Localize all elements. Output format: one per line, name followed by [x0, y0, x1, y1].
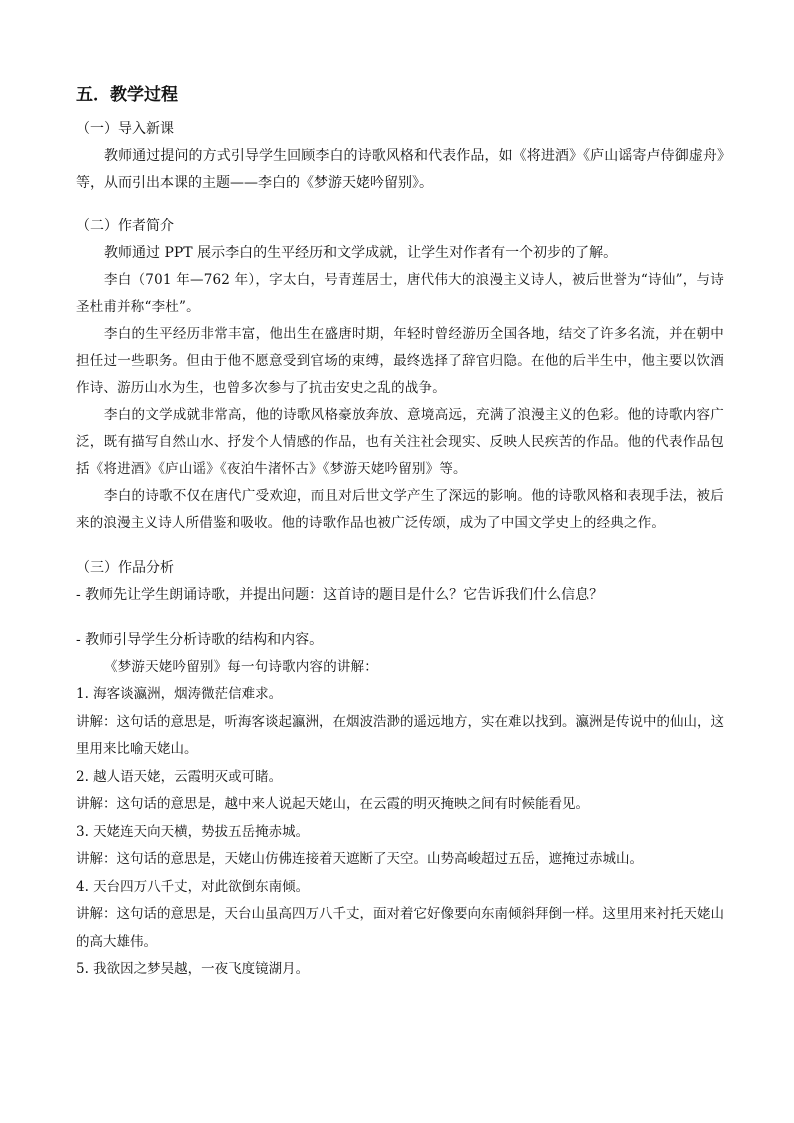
subsection-title-author: （二）作者简介: [76, 218, 174, 234]
section-heading: 五．教学过程: [76, 85, 178, 105]
poem-line: 2. 越人语天姥，云霞明灭或可睹。: [76, 768, 283, 785]
explanation-intro: 《梦游天姥吟留别》每一句诗歌内容的讲解：: [104, 659, 378, 675]
subsection-title-intro: （一）导入新课: [76, 121, 174, 137]
paragraph: 教师通过 PPT 展示李白的生平经历和文学成就，让学生对作者有一个初步的了解。: [104, 245, 618, 261]
paragraph: 李白（701 年—762 年），字太白，号青莲居士，唐代伟大的浪漫主义诗人，被后世誉为“诗仙”，与诗圣杜甫并称“李杜”。: [76, 272, 724, 315]
explanation-line: 讲解：这句话的意思是，天台山虽高四万八千丈，面对着它好像要向东南倾斜拜倒一样。这里用来衬托天姥山的高大雄伟。: [76, 906, 724, 950]
poem-line: 4. 天台四万八千丈，对此欲倒东南倾。: [76, 878, 310, 895]
paragraph: 李白的生平经历非常丰富，他出生在盛唐时期，年轻时曾经游历全国各地，结交了许多名流，并在朝中担任过一些职务。但由于他不愿意受到官场的束缚，最终选择了辞官归隐。在他的后半生中，他主要以饮酒作诗、游历山水为生，也曾多次参与了抗击安史之乱的战争。: [76, 326, 724, 396]
document-body: [76, 82, 724, 984]
explanation-line: 讲解：这句话的意思是，天姥山仿佛连接着天遮断了天空。山势高峻超过五岳，遮掩过赤城山。: [76, 851, 643, 867]
poem-line: 5. 我欲因之梦吴越，一夜飞度镜湖月。: [76, 961, 310, 977]
poem-line: 3. 天姥连天向天横，势拔五岳掩赤城。: [76, 823, 310, 840]
poem-line: 1. 海客谈瀛洲，烟涛微茫信难求。: [76, 686, 283, 702]
paragraph: 教师通过提问的方式引导学生回顾李白的诗歌风格和代表作品，如《将进酒》《庐山谣寄卢侍御虚舟》等，从而引出本课的主题——李白的《梦游天姥吟留别》。: [76, 148, 724, 191]
paragraph: 李白的文学成就非常高，他的诗歌风格豪放奔放、意境高远，充满了浪漫主义的色彩。他的诗歌内容广泛，既有描写自然山水、抒发个人情感的作品，也有关注社会现实、反映人民疾苦的作品。他的代表作品包括《将进酒》《庐山谣》《夜泊牛渚怀古》《梦游天姥吟留别》等。: [76, 407, 724, 477]
explanation-line: 讲解：这句话的意思是，听海客谈起瀛洲，在烟波浩渺的遥远地方，实在难以找到。瀛洲是传说中的仙山，这里用来比喻天姥山。: [76, 713, 724, 757]
bullet-item: - 教师引导学生分析诗歌的结构和内容。: [76, 632, 324, 648]
paragraph: 李白的诗歌不仅在唐代广受欢迎，而且对后世文学产生了深远的影响。他的诗歌风格和表现手法，被后来的浪漫主义诗人所借鉴和吸收。他的诗歌作品也被广泛传颂，成为了中国文学史上的经典之作。: [76, 488, 724, 531]
bullet-item: - 教师先让学生朗诵诗歌，并提出问题：这首诗的题目是什么？它告诉我们什么信息？: [76, 587, 604, 603]
explanation-line: 讲解：这句话的意思是，越中来人说起天姥山，在云霞的明灭掩映之间有时候能看见。: [76, 796, 589, 812]
subsection-title-analysis: （三）作品分析: [76, 560, 174, 576]
